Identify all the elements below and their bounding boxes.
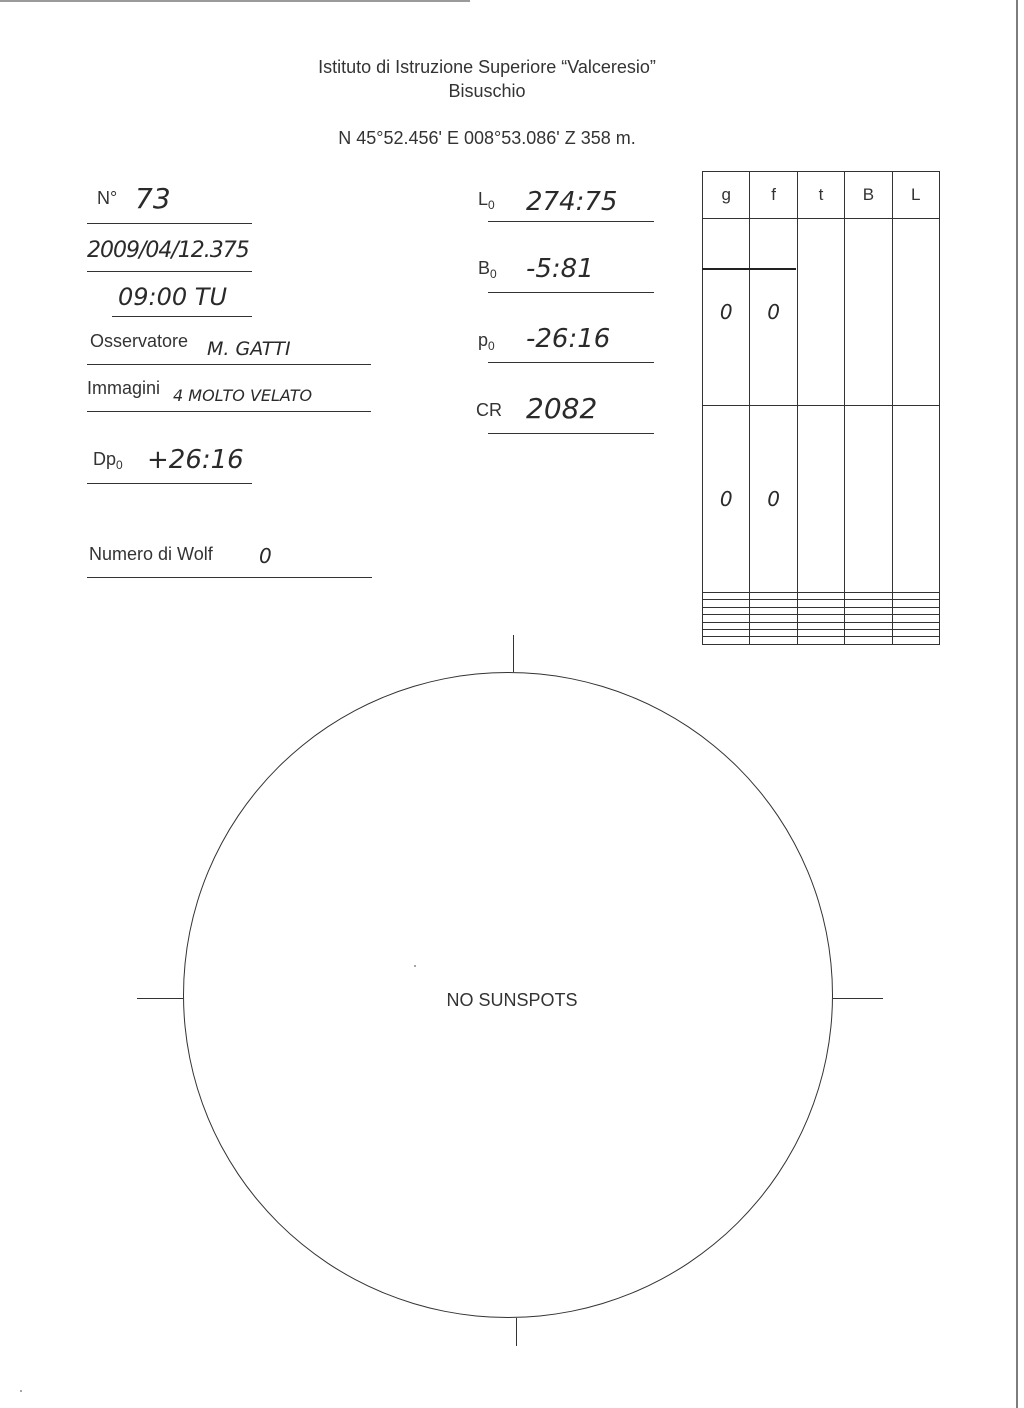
table-cell (845, 622, 892, 629)
time-value: 09:00 TU (118, 283, 228, 311)
table-cell (845, 219, 892, 406)
wolf-label: Numero di Wolf (89, 544, 213, 564)
table-cell: 0 (703, 219, 750, 406)
dp0-field (87, 443, 252, 484)
scan-speck (20, 1390, 22, 1392)
table-cell (797, 630, 844, 637)
table-cell (892, 405, 939, 592)
table-cell (797, 405, 844, 592)
col-header-L: L (892, 172, 939, 219)
page-edge-right (1016, 0, 1018, 1408)
date-value: 2009/04/12.375 (87, 238, 249, 263)
disc-tick-east (833, 998, 883, 999)
images-value: 4 MOLTO VELATO (173, 386, 313, 405)
table-cell: 0 (750, 405, 797, 592)
dp0-value: +26:16 (147, 445, 244, 475)
institute-title: Istituto di Istruzione Superiore “Valceresio” (318, 57, 656, 77)
table-cell (797, 592, 844, 599)
observer-field (87, 325, 371, 365)
table-cell (750, 622, 797, 629)
observer-label: Osservatore (90, 331, 189, 351)
table-row (703, 592, 940, 599)
cr-underline (488, 433, 654, 434)
wolf-value: 0 (259, 544, 272, 568)
table-cell (750, 630, 797, 637)
b0-underline (488, 292, 654, 293)
table-cell (892, 615, 939, 622)
time-underline (112, 316, 252, 317)
col-header-f: f (750, 172, 797, 219)
disc-tick-west (137, 998, 183, 999)
time-field (112, 279, 252, 317)
b0-label-subscript: 0 (490, 267, 497, 281)
table-cell (845, 607, 892, 614)
table-row (703, 615, 940, 622)
table-cell: 0 (703, 405, 750, 592)
dp0-label-text: Dp (93, 449, 117, 469)
dp0-underline (87, 483, 252, 484)
l0-underline (488, 221, 654, 222)
table-cell (703, 615, 750, 622)
cr-value: 2082 (526, 392, 598, 425)
table-cell (845, 637, 892, 645)
table-cell (797, 600, 844, 607)
wolf-field (87, 538, 372, 578)
cr-label: CR (476, 400, 502, 420)
b0-label-text: B (478, 258, 491, 278)
l0-label-subscript: 0 (488, 198, 495, 212)
table-cell (892, 622, 939, 629)
table-cell (892, 219, 939, 406)
table-cell (750, 600, 797, 607)
table-cell (750, 637, 797, 645)
col-header-g: g (703, 172, 750, 219)
observer-value: M. GATTI (207, 338, 291, 360)
table-row (703, 219, 940, 406)
table-row (703, 405, 940, 592)
table-cell (703, 607, 750, 614)
table-cell (892, 630, 939, 637)
dp0-label (93, 449, 123, 470)
number-value: 73 (135, 182, 171, 215)
b0-field (478, 252, 654, 293)
b0-value: -5:81 (526, 254, 594, 284)
table-cell (703, 592, 750, 599)
number-field (87, 180, 252, 224)
sunspot-count-table (702, 171, 940, 645)
table-cell (892, 592, 939, 599)
col-header-t: t (797, 172, 844, 219)
date-field (87, 232, 252, 272)
table-cell (703, 637, 750, 645)
table-cell (750, 592, 797, 599)
p0-underline (488, 362, 654, 363)
images-label: Immagini (87, 378, 161, 398)
table-cell (845, 592, 892, 599)
observer-underline (87, 364, 371, 365)
table-cell (797, 622, 844, 629)
handwritten-divider-line (702, 268, 796, 270)
l0-label (478, 189, 495, 210)
p0-label (478, 330, 495, 351)
table-cell: 0 (750, 219, 797, 406)
page-edge-top (0, 0, 470, 2)
table-cell (797, 219, 844, 406)
table-row (703, 637, 940, 645)
date-underline (87, 271, 252, 272)
scan-speck (414, 965, 416, 967)
table-cell (797, 637, 844, 645)
table-cell (750, 607, 797, 614)
images-field (87, 372, 371, 412)
observatory-coordinates: N 45°52.456' E 008°53.086' Z 358 m. (338, 128, 636, 148)
table-row (703, 600, 940, 607)
wolf-underline (87, 577, 372, 578)
p0-label-subscript: 0 (488, 339, 495, 353)
table-row (703, 622, 940, 629)
cr-field (476, 392, 654, 434)
b0-label (478, 258, 497, 279)
p0-value: -26:16 (526, 324, 611, 354)
no-sunspots-note: NO SUNSPOTS (446, 990, 578, 1010)
l0-value: 274:75 (526, 187, 618, 217)
table-row (703, 630, 940, 637)
table-cell (892, 637, 939, 645)
table-cell (703, 630, 750, 637)
town-name: Bisuschio (448, 81, 526, 101)
table-cell (892, 607, 939, 614)
number-underline (87, 223, 252, 224)
disc-tick-north (513, 635, 514, 672)
table-row (703, 607, 940, 614)
p0-field (478, 322, 654, 363)
col-header-B: B (845, 172, 892, 219)
images-underline (87, 411, 371, 412)
table-cell (750, 615, 797, 622)
number-label: N° (97, 188, 118, 208)
table-cell (845, 405, 892, 592)
table-cell (892, 600, 939, 607)
p0-label-text: p (478, 330, 489, 350)
table-cell (797, 607, 844, 614)
table-cell (845, 600, 892, 607)
table-header-row (703, 172, 940, 219)
table-cell (845, 630, 892, 637)
table-cell (703, 600, 750, 607)
table-cell (845, 615, 892, 622)
l0-label-text: L (478, 189, 489, 209)
table-cell (797, 615, 844, 622)
table-cell (703, 622, 750, 629)
disc-tick-south (516, 1318, 517, 1346)
dp0-label-subscript: 0 (116, 458, 123, 472)
l0-field (478, 181, 654, 222)
